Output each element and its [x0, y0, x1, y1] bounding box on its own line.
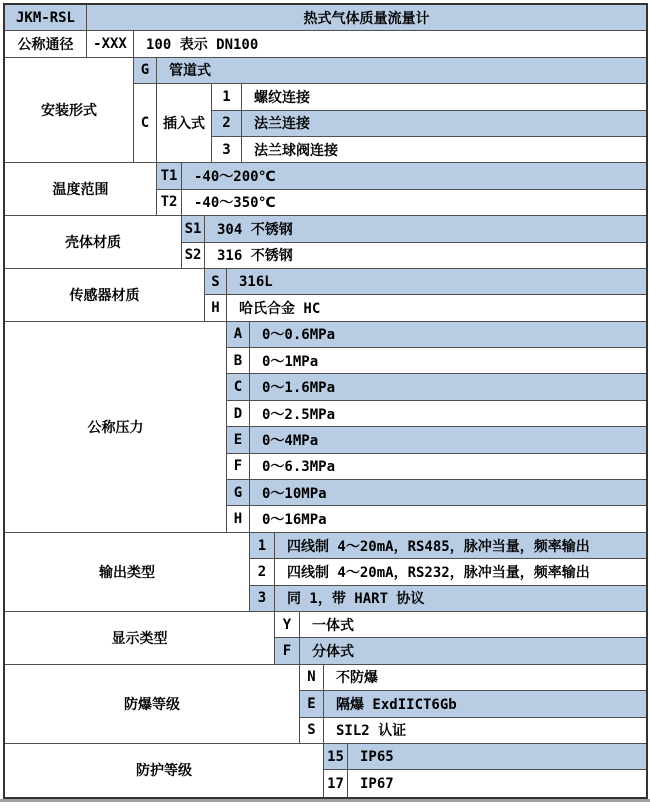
housing-option-code: S2	[182, 243, 205, 269]
install-label: 安装形式	[5, 58, 134, 164]
pressure-option-desc: 0～2.5MPa	[250, 401, 646, 427]
output-label: 输出类型	[5, 533, 250, 612]
dn-label: 公称通径	[5, 31, 87, 57]
explosion-option-desc: 隔爆 ExdIICT6Gb	[324, 691, 646, 717]
pressure-label: 公称压力	[5, 322, 227, 533]
pressure-option-code: H	[227, 506, 250, 532]
display-option-code: Y	[275, 612, 300, 638]
pressure-option-desc: 0～1MPa	[250, 348, 646, 374]
pressure-option-desc: 0～4MPa	[250, 427, 646, 453]
protection-option-code: 17	[324, 770, 348, 796]
install-option-desc: 法兰球阀连接	[242, 137, 646, 163]
explosion-option-desc: SIL2 认证	[324, 718, 646, 744]
temperature-option-code: T1	[157, 163, 182, 189]
install-option-code: 1	[212, 84, 242, 110]
sensor-option-desc: 哈氏合金 HC	[227, 295, 646, 321]
dn-code: -XXX	[87, 31, 134, 57]
housing-option-desc: 316 不锈钢	[205, 243, 646, 269]
explosion-option-code: S	[300, 718, 324, 744]
sensor-option-desc: 316L	[227, 269, 646, 295]
housing-label: 壳体材质	[5, 216, 182, 269]
install-option-desc: 螺纹连接	[242, 84, 646, 110]
pressure-option-desc: 0～16MPa	[250, 506, 646, 532]
protection-option-desc: IP65	[348, 744, 646, 770]
model-code-cell: JKM-RSL	[5, 5, 87, 31]
install-insert-label: 插入式	[157, 84, 212, 163]
explosion-option-code: E	[300, 691, 324, 717]
install-pipe-code: G	[134, 58, 157, 84]
install-pipe-desc: 管道式	[157, 58, 646, 84]
explosion-option-desc: 不防爆	[324, 665, 646, 691]
protection-option-desc: IP67	[348, 770, 646, 796]
sensor-option-code: S	[205, 269, 227, 295]
model-selection-table	[3, 3, 648, 799]
display-option-desc: 一体式	[300, 612, 646, 638]
pressure-option-desc: 0～10MPa	[250, 480, 646, 506]
temperature-option-code: T2	[157, 190, 182, 216]
dn-desc: 100 表示 DN100	[134, 31, 646, 57]
temperature-option-desc: -40～200℃	[182, 163, 646, 189]
housing-option-code: S1	[182, 216, 205, 242]
pressure-option-code: C	[227, 374, 250, 400]
housing-option-desc: 304 不锈钢	[205, 216, 646, 242]
pressure-option-code: G	[227, 480, 250, 506]
output-option-desc: 四线制 4～20mA，RS485，脉冲当量，频率输出	[275, 533, 646, 559]
install-option-desc: 法兰连接	[242, 111, 646, 137]
pressure-option-desc: 0～6.3MPa	[250, 454, 646, 480]
display-option-code: F	[275, 638, 300, 664]
sensor-option-code: H	[205, 295, 227, 321]
display-option-desc: 分体式	[300, 638, 646, 664]
output-option-desc: 同 1，带 HART 协议	[275, 586, 646, 612]
pressure-option-desc: 0～1.6MPa	[250, 374, 646, 400]
output-option-code: 1	[250, 533, 275, 559]
install-insert-code: C	[134, 84, 157, 163]
output-option-code: 3	[250, 586, 275, 612]
pressure-option-code: E	[227, 427, 250, 453]
temperature-option-desc: -40～350℃	[182, 190, 646, 216]
pressure-option-code: A	[227, 322, 250, 348]
display-label: 显示类型	[5, 612, 275, 665]
protection-label: 防护等级	[5, 744, 324, 797]
install-option-code: 2	[212, 111, 242, 137]
table-title: 热式气体质量流量计	[87, 5, 646, 31]
bottom-divider-strip	[0, 799, 650, 802]
pressure-option-code: F	[227, 454, 250, 480]
sensor-label: 传感器材质	[5, 269, 205, 322]
install-option-code: 3	[212, 137, 242, 163]
output-option-desc: 四线制 4～20mA，RS232，脉冲当量，频率输出	[275, 559, 646, 585]
pressure-option-code: D	[227, 401, 250, 427]
explosion-label: 防爆等级	[5, 665, 300, 744]
output-option-code: 2	[250, 559, 275, 585]
explosion-option-code: N	[300, 665, 324, 691]
pressure-option-desc: 0～0.6MPa	[250, 322, 646, 348]
temperature-label: 温度范围	[5, 163, 157, 216]
protection-option-code: 15	[324, 744, 348, 770]
pressure-option-code: B	[227, 348, 250, 374]
